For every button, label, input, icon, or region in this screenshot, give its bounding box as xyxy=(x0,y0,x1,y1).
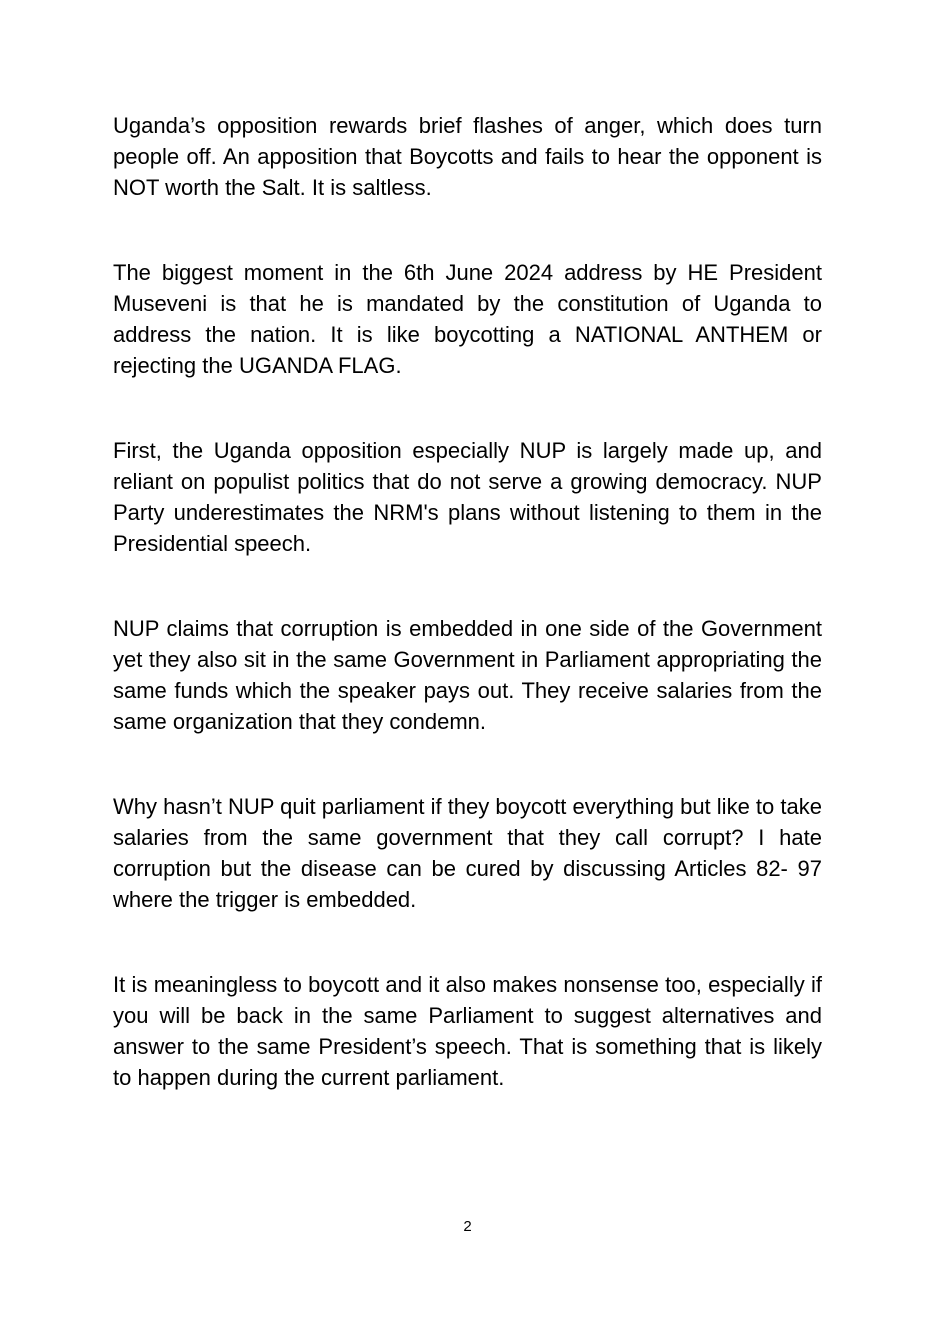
paragraph-1: Uganda’s opposition rewards brief flashes of anger, which does turn people off. An apposition that Boycotts and fails to hear the opponent is NOT worth the Salt. It is saltless. xyxy=(113,113,822,200)
page-body-text xyxy=(113,110,822,1093)
paragraph-2: The biggest moment in the 6th June 2024 address by HE President Museveni is that he is mandated by the constitution of Uganda to address the nation. It is like boycotting a NATIONAL ANTHEM or rejecting the UGANDA FLAG. xyxy=(113,260,822,378)
page-number: 2 xyxy=(463,1218,472,1235)
paragraph-5: Why hasn’t NUP quit parliament if they boycott everything but like to take salaries from the same government that they call corrupt? I hate corruption but the disease can be cured by discussing Articles 82- 97 where the trigger is embedded. xyxy=(113,794,822,912)
paragraph-4: NUP claims that corruption is embedded in one side of the Government yet they also sit in the same Government in Parliament appropriating the same funds which the speaker pays out. They receive salaries from the same organization that they condemn. xyxy=(113,616,822,734)
paragraph-6: It is meaningless to boycott and it also makes nonsense too, especially if you will be back in the same Parliament to suggest alternatives and answer to the same President’s speech. That is something that is likely to happen during the current parliament. xyxy=(113,972,822,1090)
paragraph-3: First, the Uganda opposition especially NUP is largely made up, and reliant on populist politics that do not serve a growing democracy. NUP Party underestimates the NRM's plans without listening to them in the Presidential speech. xyxy=(113,438,822,556)
